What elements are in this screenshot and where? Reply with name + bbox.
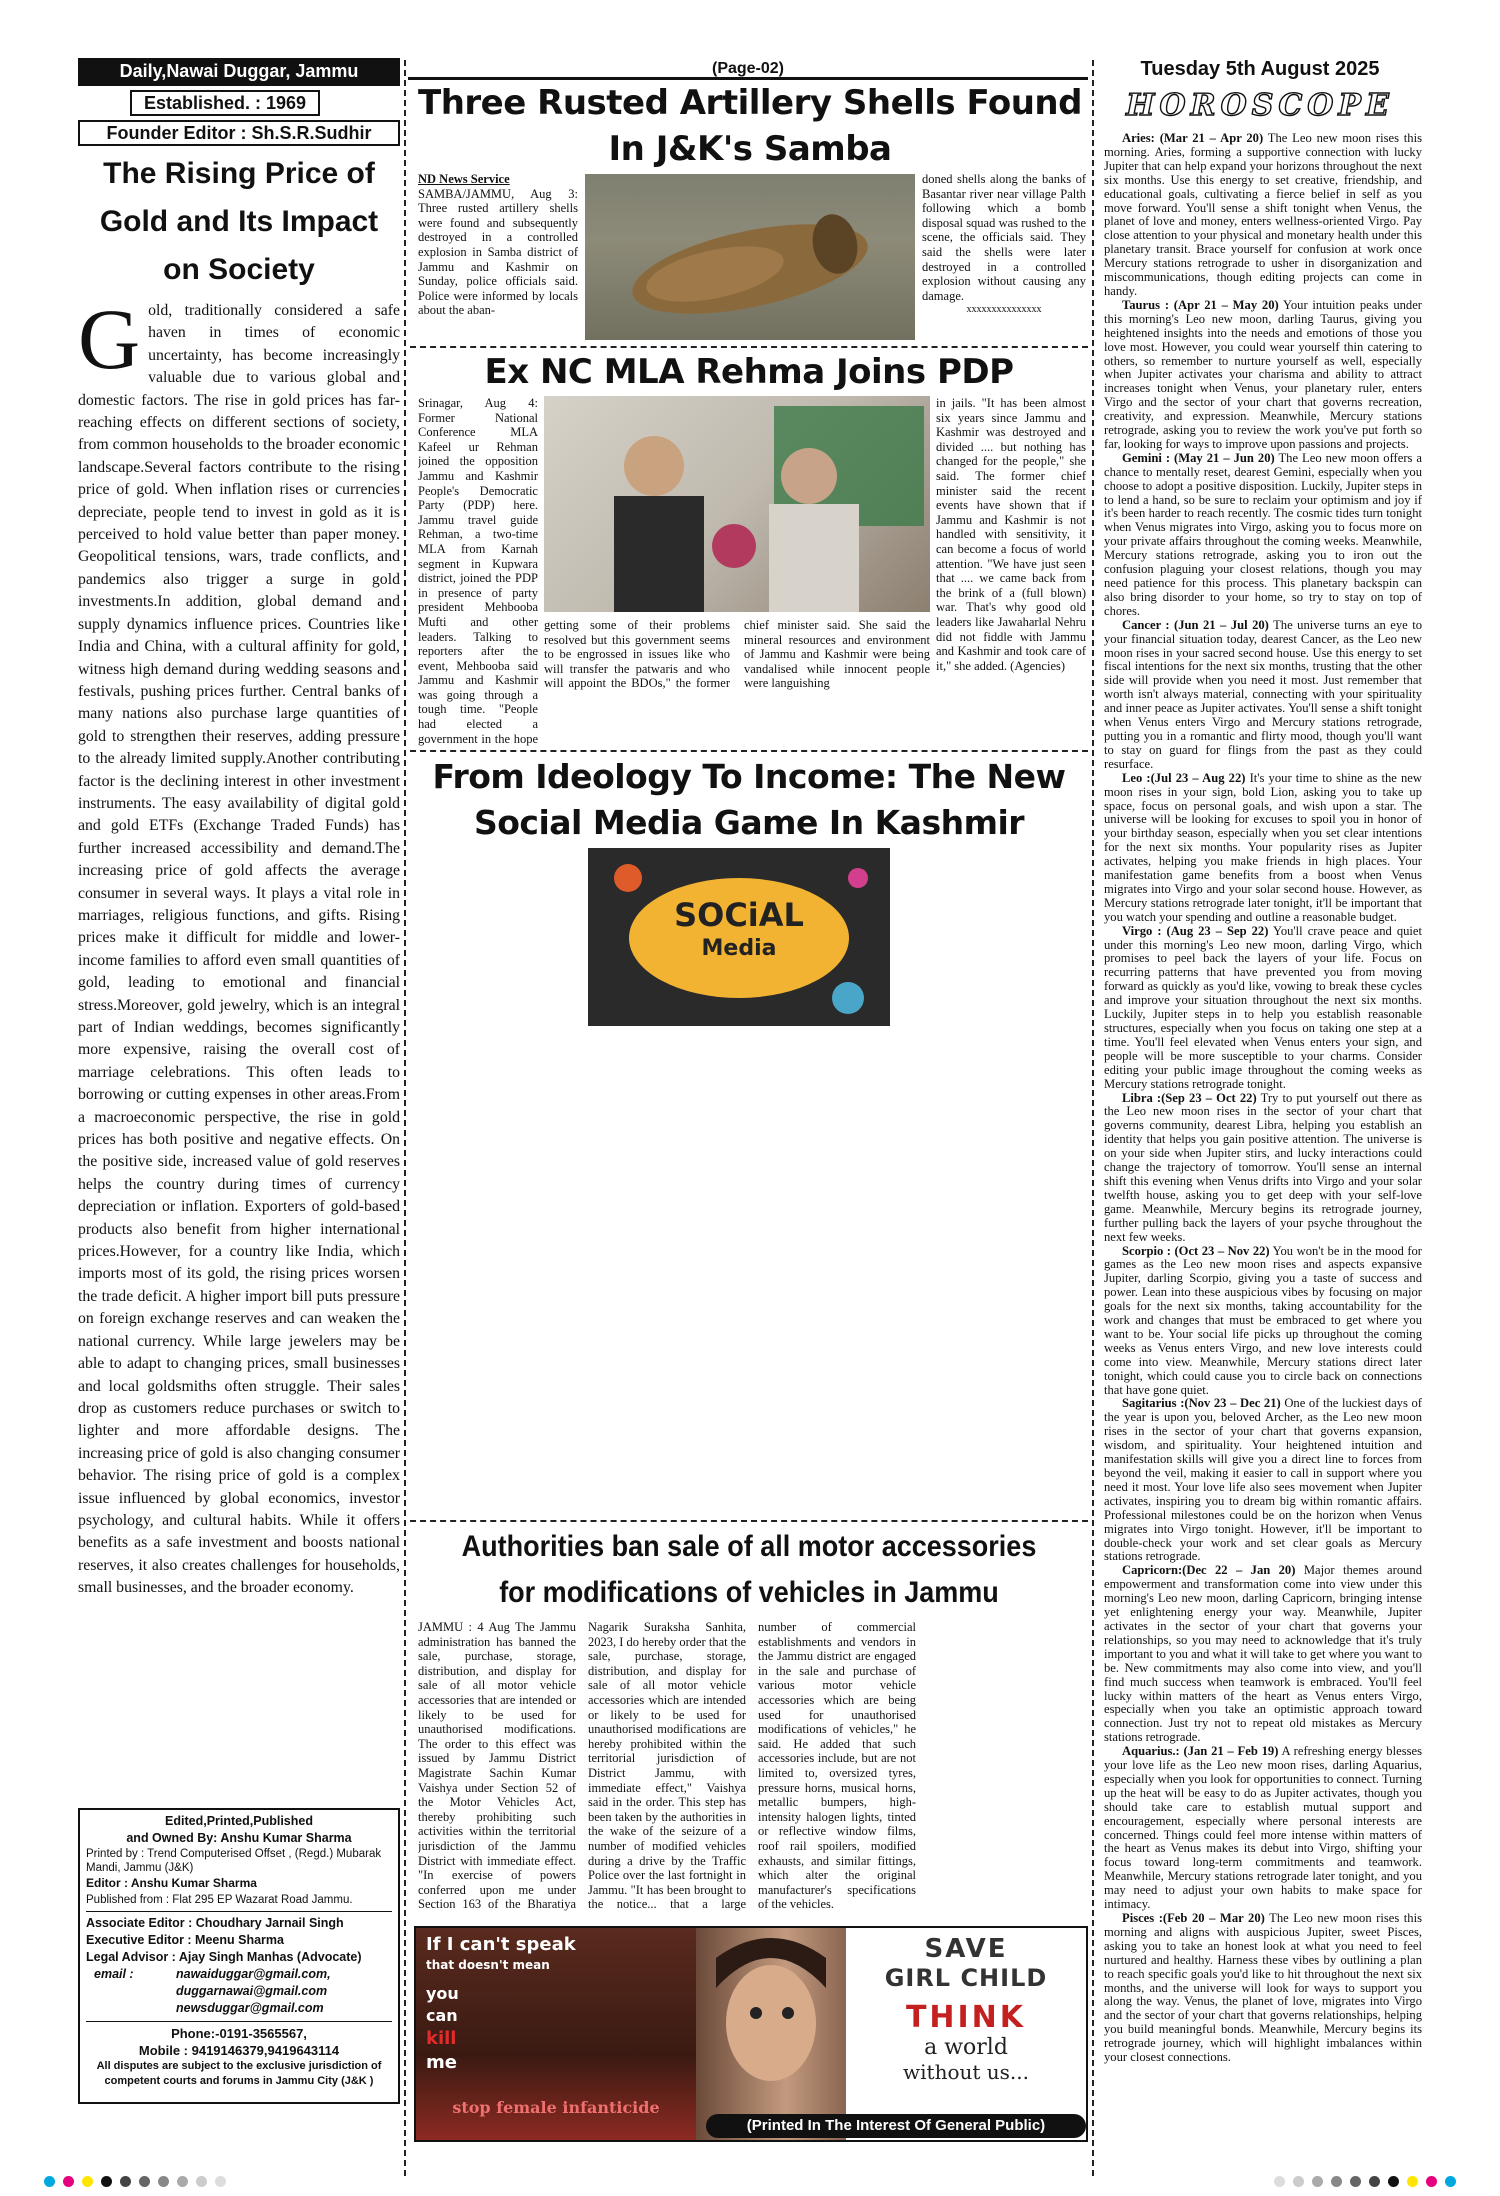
horoscope-text: Major themes around empowerment and transformation come into view under this morning's Leo new moon, darling Capricorn, bringing intense yet enlightening energy your way. Meanwhile, Jupiter activates in the sector of your chart that governs your relationships, so you may need to acknowledge that it's truly important to you and what it will take to get where you want to be. New commitments may also come into view, and you'll find much success when teamwork is embraced. You'll feel lucky within matters of the heart as Venus enters Virgo, especially when you take an optimistic approach toward connection. Just try not to repeat old mistakes as Mercury stations retrograde. [1104, 1563, 1422, 1745]
registration-strip-left [40, 2172, 700, 2188]
horoscope-entry [1104, 619, 1422, 772]
horoscope-sign: Sagitarius :(Nov 23 – Dec 21) [1122, 1396, 1281, 1411]
phone: Phone:-0191-3565567, [171, 2026, 307, 2041]
horoscope-text: One of the luckiest days of the year is upon you, beloved Archer, as the Leo new moon rises in the sector of your chart that governs expansion, wisdom, and spirituality. Your heightened intuition and manifestation skills will give you a direct line to forces from beyond the veil, making it easier to call in support where you need it most. Your love life also sees movement when Jupiter activates, inspiring you to dream big within romantic affairs. Professional milestones could be on the horizon when Venus migrates into Virgo tonight. However, it'll be important to double-check your work and set clear goals as Mercury stations retrograde. [1104, 1396, 1422, 1564]
ad-bottom-left: stop female infanticide [452, 2098, 660, 2117]
email-2[interactable]: duggarnawai@gmail.com [176, 1984, 328, 1998]
horoscope-sign: Capricorn:(Dec 22 – Jan 20) [1122, 1563, 1296, 1578]
column-divider-left [404, 60, 406, 2176]
ad-line1: If I can't speak [426, 1934, 576, 1955]
ad-line5: kill [426, 2028, 457, 2049]
horoscope-sign: Scorpio : (Oct 23 – Nov 22) [1122, 1243, 1270, 1258]
horoscope-entry [1104, 1564, 1422, 1745]
horoscope-text: Your intuition peaks under this morning's Leo new moon, darling Taurus, giving you heightened insights into the needs and emotions of those you love most. However, you could wear yourself thin catering to others, so remember to nurture yourself as well, especially when Jupiter activates your charisma and ability to attract increases tonight when Venus, your planetary ruler, enters Virgo and the sector of your chart that governs recreation, creativity, and expression. Meanwhile, Mercury stations retrograde, asking you to review the work you've put forth so far, looking for ways to improve upon passions and projects. [1104, 297, 1422, 451]
associate-editor: Associate Editor : Choudhary Jarnail Singh [86, 1916, 344, 1930]
ad-girl-child: GIRL CHILD [884, 1964, 1048, 1992]
horoscope-text: A refreshing energy blesses your love life as the Leo new moon rises, darling Aquarius, especially when you look for opportunities to connect. Turning up the heat will be easy to do as Jupiter activates, though you should take care to establish mutual support and encouragement, especially where personal interests are concerned. Things could feel more intense within matters of the heart as Venus makes its debut into Virgo, shifting your focus toward long-term commitments and teamwork. Meanwhile, Mercury stations retrograde later tonight, and you may need to adjust your own habits to make space for intimacy. [1104, 1744, 1422, 1912]
pdp-photo-illustration [544, 396, 930, 612]
imprint-line1: Edited,Printed,Published [165, 1814, 313, 1828]
story4-text: JAMMU : 4 Aug The Jammu administration has banned the sale, purchase, storage, distribution, and display for sale of all motor vehicle accessories that are intended or likely to be used for unauthorised modifications. The order to this effect was issued by Jammu District Magistrate Sachin Kumar Vaishya under Section 52 of the Motor Vehicles Act, thereby prohibiting such activities within the territorial jurisdiction of the Jammu District with immediate effect. "In exercise of powers conferred upon me under Section 163 of the Bharatiya Nagarik Suraksha Sanhita, 2023, I do hereby order that the sale, purchase, storage, distribution, and display for sale of all motor vehicle accessories which are intended or likely to be used for unauthorised modifications are hereby prohibited within the territorial jurisdiction of District Jammu, with immediate effect," Vaishya said in the order. This step has been taken by the authorities in the wake of the seizure of a number of modified vehicles during a drive by the Traffic Police over the last fortnight in Jammu. "It has been brought to the notice... that a large number of commercial establishments and vendors in the Jammu district are engaged in the sale and purchase of various motor vehicle accessories which are being used for unauthorised modifications of vehicles," he said. He added that such accessories include, but are not limited to, oversized tyres, pressure horns, musical horns, metallic bumpers, high-intensity halogen lights, tinted or reflective window films, roof rail spoilers, modified exhausts, and similar fittings, which alter the original manufacturer's specifications of the vehicles. [418, 1620, 916, 1912]
ad-save: SAVE [924, 1934, 1008, 1964]
horoscope-sign: Libra :(Sep 23 – Oct 22) [1122, 1090, 1257, 1105]
girl-portrait-illustration [696, 1928, 846, 2140]
horoscope-title: HOROSCOPE [1126, 88, 1394, 123]
ad-line3: you [426, 1984, 459, 2003]
artillery-shell-photo [585, 174, 915, 340]
story2-headline: Ex NC MLA Rehma Joins PDP [484, 352, 1014, 392]
email-1[interactable]: nawaiduggar@gmail.com, [176, 1967, 331, 1981]
horoscope-text: The Leo new moon rises this morning and aligns with auspicious Jupiter, sweet Pisces, asking you to take an honest look at what you need to feel nurtured and healthy. Harness these vibes by outlining a plan to reach specific goals you'd like to hit throughout the next six months, and the universe will look for ways to support you along the way. Venus, the planet of love, migrates into Virgo and the sector of your chart that governs relationships, helping you build meaningful bonds. Meanwhile, Mercury begins its retrograde journey, which will highlight imbalances within your closest connections. [1104, 1911, 1422, 2065]
registration-strip-right [900, 2172, 1460, 2188]
pdp-joining-photo [544, 396, 930, 612]
email-block [86, 1966, 392, 2017]
horoscope-entry [1104, 1397, 1422, 1564]
ad-left-panel [416, 1928, 696, 2140]
story1-left-text: SAMBA/JAMMU, Aug 3: Three rusted artillery shells were found and subsequently destroyed in a controlled explosion in Samba district of Jammu and Kashmir on Sunday, police officials said. Police were informed by locals about the aban- [418, 186, 578, 318]
column-divider-right [1092, 60, 1094, 2176]
artillery-shell-illustration [585, 174, 915, 340]
story4-body [418, 1620, 1086, 1920]
horoscope-entry [1104, 925, 1422, 1092]
horoscope-sign: Cancer : (Jun 21 – Jul 20) [1122, 617, 1269, 632]
horoscope-entry [1104, 299, 1422, 452]
yellow-dot [82, 2176, 93, 2187]
paper-name: Daily,Nawai Duggar, Jammu [78, 58, 400, 86]
horoscope-text: The Leo new moon offers a chance to mentally reset, dearest Gemini, especially when you choose to adopt a positive disposition. Luckily, Jupiter steps in to lend a hand, so be sure to reclaim your optimism and joy if it's been harder to reach recently. The cosmic tides turn tonight when Venus migrates into Virgo, asking you to focus more on your private affairs throughout the coming weeks. Meanwhile, Mercury stations retrograde, asking you to iron out the confusion plaguing your closest relations, though you may need patience for this process. This planetary backspin can also bring disorder to your home, so try to stay on top of chores. [1104, 450, 1422, 618]
black-dot [101, 2176, 112, 2187]
horoscope-text: The Leo new moon rises this morning. Aries, forming a supportive connection with lucky Jupiter that can help expand your horizons throughout the next six months. Use this energy to set creative, friendship, and educational goals, cultivating a fierce belief in self as you move forward. You'll sense a shift tonight when Venus, the planet of love and money, enters wellness-oriented Virgo. Pay close attention to your physical and monetary health under this planetary transit. Brace yourself for confusion at work once Mercury stations retrograde to usher in disorganization and miscommunications, though editing projects can come in handy. [1104, 132, 1422, 298]
editorial-title: The Rising Price of Gold and Its Impact on Society [99, 157, 379, 286]
story3-body [418, 848, 1086, 1512]
horoscope-entry [1104, 1912, 1422, 2065]
ad-world1: a world [924, 2035, 1008, 2060]
divider-1 [410, 346, 1088, 348]
media-text: Media [701, 936, 777, 961]
horoscope-sign: Pisces :(Feb 20 – Mar 20) [1122, 1911, 1265, 1925]
horoscope-text: You won't be in the mood for games as the Leo new moon rises and aspects expansive Jupiter, darling Scorpio, giving you a taste of success and power. Lean into these auspicious vibes by focusing on major goals for the next six months, taking accountability for the work and changes that must be embraced to get where you want to be. Your social life picks up throughout the coming weeks as Venus enters Virgo, and new love interests could come into view. Meanwhile, Mercury stations direct later tonight, which could cause you to circle back on connections that have gone quiet. [1104, 1243, 1422, 1397]
ad-caption: (Printed In The Interest Of General Public) [706, 2114, 1086, 2138]
story1-right [922, 172, 1086, 344]
imprint-line2: and Owned By: Anshu Kumar Sharma [126, 1831, 352, 1845]
horoscope-sign: Gemini : (May 21 – Jun 20) [1122, 450, 1275, 465]
horoscope-body [1104, 132, 1422, 2178]
horoscope-entry [1104, 132, 1422, 299]
cyan-dot [44, 2176, 55, 2187]
horoscope-entry [1104, 1092, 1422, 1245]
story3-spacer-left [418, 848, 582, 1512]
editorial-text: old, traditionally considered a safe haven in times of economic uncertainty, has become increasingly valuable due to various global and domestic factors. The rise in gold prices has far-reaching effects on different sections of society, from common households to the broader economic landscape.Several factors contribute to the rising price of gold. When inflation rises or currencies depreciate, people tend to invest in gold as it is perceived to hold value better than paper money. Geopolitical tensions, wars, trade conflicts, and pandemics also trigger a surge in gold investments.In addition, global demand and supply dynamics influence prices. Countries like India and China, with a cultural affinity for gold, witness high demand during wedding seasons and festivals, pushing prices further. Central banks of many nations also purchase large quantities of gold to strengthen their reserves, adding pressure to the already limited supply.Another contributing factor is the declining interest in other investment instruments. The easy availability of digital gold and gold ETFs (Exchange Traded Funds) has further increased accessibility and demand.The increasing price of gold affects the average consumer in several ways. It plays a vital role in marriages, religious functions, and gifts. Rising prices make it difficult for middle and lower-income families to afford even small quantities of gold, leading to emotional and financial stress.Moreover, gold jewelry, which is an integral part of Indian weddings, becomes significantly more expensive, raising the overall cost of marriage celebrations. This often leads to borrowing or cutting expenses in other areas.From a macroeconomic perspective, the rise in gold prices has both positive and negative effects. On the positive side, increased value of gold reserves helps the country during times of currency depreciation or inflation. Exporters of gold-based products also benefit from higher international prices.However, for a country like India, which imports most of its gold, the rising prices worsen the trade deficit. A higher import bill puts pressure on foreign exchange reserves and can weaken the national currency. While large jewelers may be able to adapt to changing prices, small businesses and local goldsmiths often struggle. Their sales drop as customers reduce purchases or switch to lighter and more affordable designs. The increasing price of gold is also changing consumer behavior. The rising price of gold is a complex issue influenced by global economics, investor psychology, and cultural habits. While it offers benefits as a safe investment and boosts national reserves, it also creates challenges for households, small businesses, and the broader economy. [78, 302, 400, 1597]
story1-headline: Three Rusted Artillery Shells Found In J&K's Samba [418, 83, 1082, 169]
established: Established. : 1969 [130, 90, 320, 116]
contact-block [86, 2021, 392, 2089]
story1-byline: ND News Service [418, 172, 510, 186]
horoscope-sign: Aries: (Mar 21 – Apr 20) [1122, 132, 1264, 145]
story2-left: Srinagar, Aug 4: Former National Conference MLA Kafeel ur Rehman joined the opposition Jammu and Kashmir People's Democratic Party (PDP) here. Jammu travel guide Rehman, a two-time MLA from Karnah segment in Kupwara district, joined the PDP in presence of party president Mehbooba Mufti and other leaders. Talking to reporters after the event, Mehbooba said Jammu and Kashmir was going through a tough time. "People had elected a government in the hope [418, 396, 538, 746]
ad-line2: that doesn't mean [426, 1958, 550, 1972]
horoscope-entry [1104, 1745, 1422, 1912]
story1-left [418, 172, 578, 344]
story2-mid-text: getting some of their problems resolved but this government seems to be engrossed in issues like who will transfer the patwaris and who will appoint the BDOs," the former chief minister said. She said the mineral resources and environment of Jammu and Kashmir were being vandalised while innocent people were languishing [544, 618, 930, 691]
story1-right-text: doned shells along the banks of Basantar river near village Palth following which a bomb disposal squad was rushed to the scene, the officials said. They said the shells were later destroyed in a controlled explosion without causing any damage. [922, 172, 1086, 303]
issue-date: Tuesday 5th August 2025 [1140, 58, 1380, 80]
story1-end-mark: xxxxxxxxxxxxxxx [966, 304, 1042, 316]
horoscope-sign: Taurus : (Apr 21 – May 20) [1122, 297, 1279, 312]
mobile: Mobile : 9419146379,9419643114 [138, 2043, 340, 2058]
executive-editor: Executive Editor : Meenu Sharma [86, 1933, 284, 1947]
email-3[interactable]: newsduggar@gmail.com [176, 2001, 324, 2015]
imprint-editor: Editor : Anshu Kumar Sharma [86, 1876, 257, 1890]
horoscope-sign: Virgo : (Aug 23 – Sep 22) [1122, 923, 1269, 938]
horoscope-entry [1104, 772, 1422, 925]
legal-advisor: Legal Advisor : Ajay Singh Manhas (Advocate) [86, 1950, 362, 1964]
horoscope-entry [1104, 1245, 1422, 1398]
editorial-dropcap: G [78, 300, 141, 387]
story2-mid [544, 618, 930, 746]
horoscope-text: Try to put yourself out there as the Leo new moon rises in the sector of your chart that governs community, dearest Libra, helping you establish an identity that helps you gain positive attention. The universe is on your side when Jupiter stirs, and lucky interactions could change the trajectory of tomorrow. You'll sense an internal shift this evening when Venus drifts into Virgo and your solar twelfth house, asking you to get deep with your self-love game. Meanwhile, Mercury begins its retrograde journey, further pulling back the layers of your psyche throughout the next few weeks. [1104, 1090, 1422, 1244]
story2-right: in jails. "It has been almost six years since Jammu and Kashmir was destroyed and divided .... but nothing has changed for the people," she said. The former chief minister said the recent events have shown that if Jammu and Kashmir is not handled with sensitivity, it can become a focus of world attention. "We have just seen that .... we came back from the brink of a (full blown) war. That's why good old leaders like Jawaharlal Nehru did not fiddle with Jammu and Kashmir and took care of it," she added. (Agencies) [936, 396, 1086, 673]
ad-think: THINK [905, 2000, 1027, 2035]
ad-line6: me [426, 2052, 457, 2073]
horoscope-sign: Leo :(Jul 23 – Aug 22) [1122, 770, 1246, 785]
save-girl-child-ad [414, 1926, 1088, 2142]
page-number: (Page-02) [408, 60, 1088, 80]
founder-editor: Founder Editor : Sh.S.R.Sudhir [78, 120, 400, 146]
ad-right-panel [846, 1928, 1086, 2140]
editorial-body [78, 300, 400, 1780]
jurisdiction: All disputes are subject to the exclusive jurisdiction of competent courts and forums in Jammu City (J&K ) [96, 2060, 382, 2087]
horoscope-text: It's your time to shine as the new moon rises in your sign, bold Lion, asking you to take up space, focus on personal goals, and wish upon a star. The universe will be looking for excuses to spoil you in honor of your birthday season, especially when you set clear intentions for the next six months. Your popularity rises as Jupiter activates, helping you make friends in high places. Your manifestation game benefits from a boost when Venus migrates into Virgo and your solar second house. However, as Mercury stations retrograde later tonight, it'll be important that you watch your spending and outline a reasonable budget. [1104, 770, 1422, 924]
girl-portrait [696, 1928, 846, 2140]
email-label: email : [94, 1967, 134, 1981]
story3-headline: From Ideology To Income: The New Social Media Game In Kashmir [432, 757, 1066, 842]
imprint-box [78, 1808, 400, 2104]
horoscope-text: The universe turns an eye to your financial situation today, dearest Cancer, as the Leo new moon rises in your sacred second house. Use this energy to set fiscal intentions for the next six months, trusting that the other side will provide when you need it most. Just remember that worth isn't always material, connecting with your spirituality and inner peace as Jupiter activates. You'll sense a shift tonight when Venus enters Virgo and Mercury stations retrograde, putting you in a romantic and flirty mood, though you'll want to stay on guard for flings from the past as they could resurface. [1104, 617, 1422, 771]
divider-2 [410, 750, 1088, 752]
horoscope-entry [1104, 452, 1422, 619]
horoscope-text: You'll crave peace and quiet under this morning's Leo new moon, darling Virgo, which promises to peel back the layers of your life. Focus on recurring patterns that have prevented you from moving forward as quickly as you'd like, vowing to break these cycles and improve your situation throughout the next six months. Luckily, Jupiter steps in to help you establish reasonable structures, especially when you focus on taking one step at a time. You'll feel elevated when Venus enters your sign, and people will be more susceptible to your charms. Consider editing your public image throughout the coming weeks as Mercury stations retrograde tonight. [1104, 923, 1422, 1091]
published-from: Published from : Flat 295 EP Wazarat Road Jammu. [86, 1892, 392, 1912]
ad-line4: can [426, 2006, 458, 2025]
printed-by: Printed by : Trend Computerised Offset , (Regd.) Mubarak Mandi, Jammu (J&K) [86, 1848, 382, 1874]
divider-3 [410, 1520, 1088, 1522]
ad-world2: without us... [903, 2060, 1029, 2084]
horoscope-sign: Aquarius.: (Jan 21 – Feb 19) [1122, 1744, 1279, 1759]
magenta-dot [63, 2176, 74, 2187]
social-text: SOCiAL [674, 896, 804, 934]
story4-headline: Authorities ban sale of all motor accessories for modifications of vehicles in Jammu [461, 1530, 1037, 1609]
